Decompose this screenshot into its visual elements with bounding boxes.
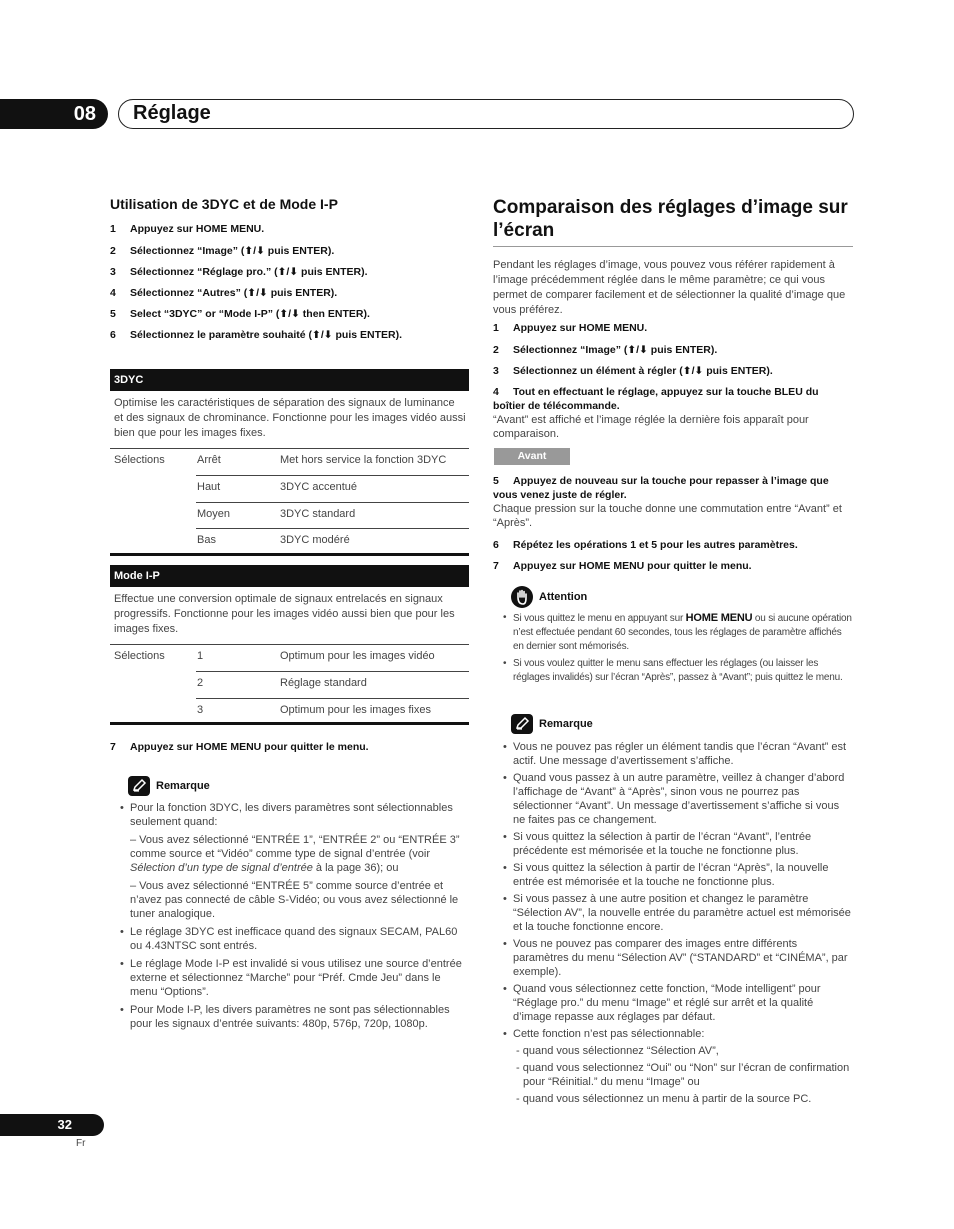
- step-3: 3 Sélectionnez un élément à régler (⬆/⬇ puis ENTER).: [493, 365, 773, 377]
- step-2: 2 Sélectionnez “Image” (⬆/⬇ puis ENTER).: [110, 245, 335, 257]
- chapter-title: Réglage: [118, 99, 854, 129]
- option-name: Moyen: [196, 502, 279, 529]
- chapter-number: 08: [0, 99, 108, 129]
- list-item: • Cette fonction n’est pas sélectionnable:: [503, 1027, 853, 1041]
- remarque-heading: Remarque: [128, 776, 210, 796]
- option-name: 1: [196, 645, 279, 672]
- attention-list: [503, 611, 853, 688]
- mode-ip-description: Effectue une conversion optimale de signaux entrelacés en signaux progressifs. Fonctionne pour les images vidéo aussi bien que pour les images fixes.: [114, 593, 455, 635]
- table-bottom-rule: [110, 553, 469, 556]
- attention-heading: Attention: [511, 586, 587, 608]
- step-7: 7 Appuyez sur HOME MENU pour quitter le menu.: [110, 741, 369, 753]
- mode-ip-title-bar: Mode I-P: [110, 565, 469, 587]
- list-item: • Si vous voulez quitter le menu sans effectuer les réglages (ou laisser les réglages invalidés) sur l’écran “Après”, passez à “Avant”; puis quittez le menu.: [503, 657, 853, 685]
- list-item: – Vous avez sélectionné “ENTRÉE 1”, “ENTRÉE 2” ou “ENTRÉE 3” comme source et “Vidéo” comme type de signal d’entrée (voir Sélection d’un type de signal d’entrée à la page 36); ou: [130, 834, 460, 874]
- list-item: • Si vous quittez le menu en appuyant sur HOME MENU ou si aucune opération n’est effectuée pendant 60 secondes, tous les réglages de paramètre affichés en dernier sont mémorisés.: [503, 611, 853, 654]
- step-5: 5 Select “3DYC” or “Mode I-P” (⬆/⬇ then ENTER).: [110, 308, 370, 320]
- step-2: 2 Sélectionnez “Image” (⬆/⬇ puis ENTER).: [493, 344, 718, 356]
- list-item: • Quand vous sélectionnez cette fonction, “Mode intelligent” pour “Réglage pro.” du menu “Image” et réglé sur arrêt et la qualité d’image repasse aux réglages par défaut.: [503, 982, 853, 1024]
- list-item: • Pour la fonction 3DYC, les divers paramètres sont sélectionnables seulement quand:: [120, 801, 470, 829]
- language-code: Fr: [76, 1138, 86, 1149]
- table-row: [110, 698, 469, 725]
- option-name: 3: [197, 703, 204, 716]
- option-description: 3DYC standard: [279, 502, 469, 529]
- selections-label: Sélections: [114, 454, 165, 466]
- pencil-note-icon: [511, 714, 533, 734]
- list-item: - quand vous sélectionnez un menu à partir de la source PC.: [516, 1093, 812, 1105]
- remarque-heading: Remarque: [511, 714, 593, 734]
- option-description: Réglage standard: [279, 672, 469, 699]
- page-number: 32: [0, 1114, 104, 1136]
- selections-label: Sélections: [114, 650, 165, 662]
- 3dyc-title-bar: 3DYC: [110, 369, 469, 391]
- option-name: Haut: [196, 476, 279, 503]
- step-5: 5 Appuyez de nouveau sur la touche pour repasser à l’image que vous venez juste de régler. Chaque pression sur la touche donne une commutation entre “Avant” et “Après”.: [493, 474, 853, 530]
- list-item: • Vous ne pouvez pas régler un élément tandis que l’écran “Avant” est actif. Une message d’avertissement s’affiche.: [503, 740, 853, 768]
- step-1: 1 Appuyez sur HOME MENU.: [110, 223, 265, 235]
- step-5-detail: Chaque pression sur la touche donne une commutation entre “Avant” et “Après”.: [493, 503, 842, 529]
- step-4: 4 Tout en effectuant le réglage, appuyez sur la touche BLEU du boîtier de télécommande. “Avant” est affiché et l’image réglée la dernière fois apparaît pour comparaison.: [493, 385, 853, 441]
- step-6: 6 Sélectionnez le paramètre souhaité (⬆/⬇ puis ENTER).: [110, 329, 402, 341]
- list-item: • Si vous quittez la sélection à partir de l’écran “Après”, la nouvelle entrée est mémorisée et la touche ne fonctionne plus.: [503, 861, 853, 889]
- 3dyc-table: [110, 449, 469, 555]
- table-row: [110, 672, 469, 699]
- step-4: 4 Sélectionnez “Autres” (⬆/⬇ puis ENTER).: [110, 287, 338, 299]
- table-row: [110, 502, 469, 529]
- 3dyc-description: Optimise les caractéristiques de séparation des signaux de luminance et des signaux de chrominance. Fonctionne pour les images vidéo aussi bien que pour les images fixes.: [114, 397, 466, 439]
- list-item: • Pour Mode I-P, les divers paramètres ne sont pas sélectionnables pour les signaux d’entrée suivants: 480p, 576p, 720p, 1080p.: [120, 1003, 470, 1031]
- list-item: • Le réglage 3DYC est inefficace quand des signaux SECAM, PAL60 ou 4.43NTSC sont entrés.: [120, 925, 470, 953]
- step-3: 3 Sélectionnez “Réglage pro.” (⬆/⬇ puis ENTER).: [110, 266, 368, 278]
- table-row: [110, 476, 469, 503]
- list-item: • Le réglage Mode I-P est invalidé si vous utilisez une source d’entrée externe et sélectionnez “Marche” pour “Préf. Cmde Jeu” dans le menu “Options”.: [120, 957, 470, 999]
- option-description: Optimum pour les images vidéo: [279, 645, 469, 672]
- table-row: [110, 645, 469, 672]
- step-1: 1 Appuyez sur HOME MENU.: [493, 322, 648, 334]
- pencil-note-icon: [128, 776, 150, 796]
- left-notes-list: [120, 801, 470, 1034]
- list-item: - quand vous sélectionnez “Sélection AV”,: [516, 1045, 719, 1057]
- heading-rule: [493, 246, 853, 247]
- step-6: 6 Répétez les opérations 1 et 5 pour les autres paramètres.: [493, 539, 798, 551]
- option-description: Optimum pour les images fixes: [280, 703, 431, 716]
- list-item: – Vous avez sélectionné “ENTRÉE 5” comme source d’entrée et n’avez pas connecté de câble S-Vidéo; ou vous avez sélectionné le tuner analogique.: [130, 880, 459, 920]
- section-heading: Comparaison des réglages d’image sur l’écran: [493, 197, 848, 241]
- step-7: 7 Appuyez sur HOME MENU pour quitter le menu.: [493, 560, 752, 572]
- list-item: • Si vous passez à une autre position et changez le paramètre “Sélection AV”, la nouvelle entrée du paramètre actuel est mémorisée et la touche fonctionne encore.: [503, 892, 853, 934]
- option-description: Met hors service la fonction 3DYC: [279, 449, 469, 476]
- table-bottom-rule: [110, 722, 469, 725]
- option-name: Arrêt: [196, 449, 279, 476]
- hand-warning-icon: [511, 586, 533, 608]
- intro-paragraph: Pendant les réglages d’image, vous pouvez vous référer rapidement à l’image précédemment réglée dans le même paramètre; ce qui vous permet de comparer facilement et de sélectionner la qualité d’image que vous préférez.: [493, 259, 846, 316]
- step-4-detail: “Avant” est affiché et l’image réglée la dernière fois apparaît pour comparaison.: [493, 414, 809, 440]
- avant-indicator: Avant: [494, 448, 570, 465]
- mode-ip-table: [110, 645, 469, 725]
- list-item: - quand vous selectionnez “Oui” ou “Non” sur l’écran de confirmation pour “Réinitial.” du menu “Image” ou: [516, 1062, 850, 1088]
- list-item: • Quand vous passez à un autre paramètre, veillez à changer d’abord l’affichage de “Avant” à “Après”, sinon vous ne pourrez pas sélectionner “Avant”. Un message d’avertissement s’affiche si vous ne faites pas ce changement.: [503, 771, 853, 827]
- list-item: • Vous ne pouvez pas comparer des images entre différents paramètres du menu “Sélection AV” (“STANDARD” et “CINÉMA”, par exemple).: [503, 937, 853, 979]
- list-item: • Si vous quittez la sélection à partir de l’écran “Avant”, l’entrée précédente est mémorisée et la touche ne fonctionne plus.: [503, 830, 853, 858]
- table-row: [110, 449, 469, 476]
- right-notes-list: [503, 740, 853, 1109]
- section-heading: Utilisation de 3DYC et de Mode I-P: [110, 196, 338, 212]
- option-name: 2: [196, 672, 279, 699]
- option-description: 3DYC modéré: [280, 534, 350, 546]
- option-name: Bas: [197, 534, 216, 546]
- table-row: [110, 529, 469, 556]
- option-description: 3DYC accentué: [279, 476, 469, 503]
